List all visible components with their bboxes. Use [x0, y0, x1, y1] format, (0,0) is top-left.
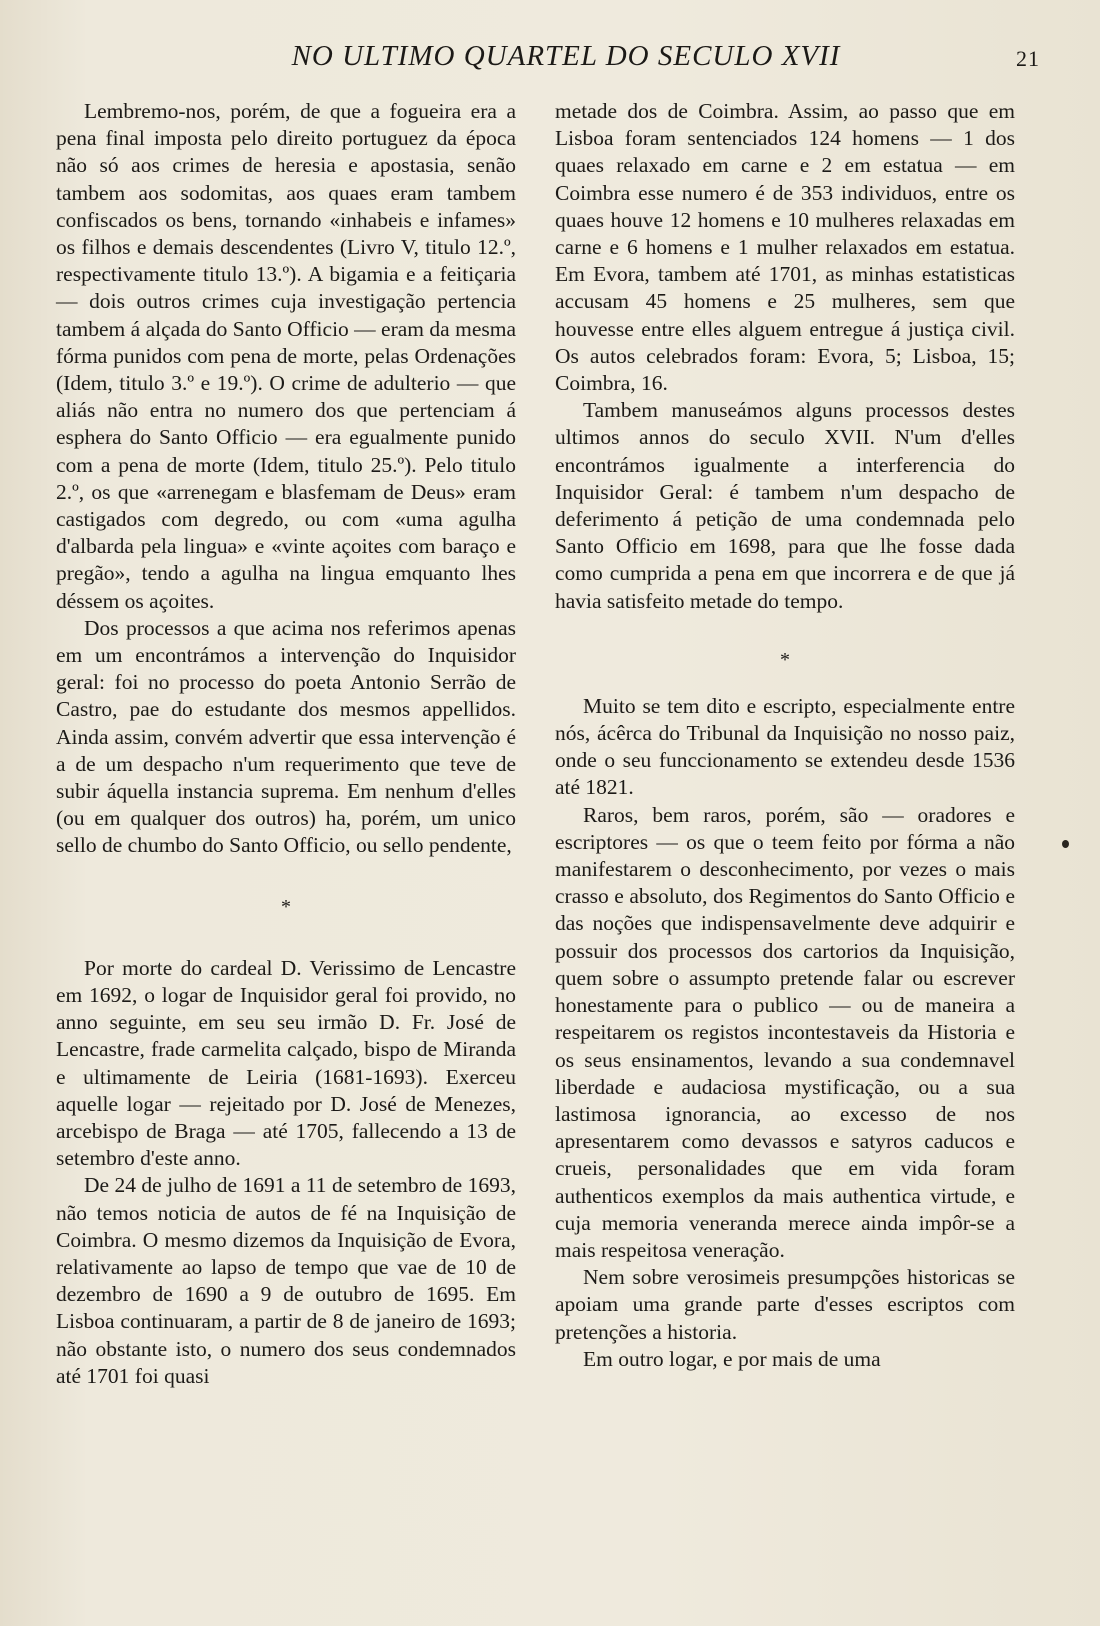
- paragraph: Raros, bem raros, porém, são — oradores e escriptores — os que o teem feito por fórma a não manifestarem o desconhecimento, por vezes o mais crasso e absoluto, dos Regimentos do Santo Officio e das noções que indispensavelmente deve adquirir e possuir dos processos dos cartorios da Inquisição, quem sobre o assumpto pretende falar ou escrever honestamente para o publico — ou de maneira a respeitarem os registos incontestaveis da Historia e os seus ensinamentos, levando a sua condemnavel liberdade e audaciosa mystificação, ou a sua lastimosa ignorancia, ao excesso de nos apresentarem como devassos e satyros caducos e crueis, personalidades que em vida foram authenticos exemplos da mais authentica virtude, e cuja memoria veneranda merece ainda impôr-se a mais respeitosa veneração.: [555, 802, 1015, 1262]
- paragraph: Nem sobre verosimeis presumpções historicas se apoiam uma grande parte d'esses escriptos com pretenções a historia.: [555, 1265, 1015, 1344]
- paragraph: Lembremo-nos, porém, de que a fogueira era a pena final imposta pelo direito portuguez da época não só aos crimes de heresia e apostasia, senão tambem aos sodomitas, aos quaes eram tambem confiscados os bens, tornando «inhabeis e infames» os filhos e demais descendentes (Livro V, titulo 12.º, respectivamente titulo 13.º). A bigamia e a feitiçaria — dois outros crimes cuja investigação pertencia tambem á alçada do Santo Officio — eram da mesma fórma punidos com pena de morte, pelas Ordenações (Idem, titulo 3.º e 19.º). O crime de adulterio — que aliás não entra no numero dos que pertenciam á esphera do Santo Officio — era egualmente punido com a pena de morte (Idem, titulo 25.º). Pelo titulo 2.º, os que «arrenegam e blasfemam de Deus» eram castigados com degredo, ou com «uma agulha d'albarda pela lingua» e «vinte açoites com baraço e pregão», tendo a agulha na lingua emquanto lhes déssem os açoites.: [56, 99, 516, 613]
- section-separator: *: [780, 648, 790, 671]
- paragraph: De 24 de julho de 1691 a 11 de setembro de 1693, não temos noticia de autos de fé na Inquisição de Coimbra. O mesmo dizemos da Inquisição de Evora, relativamente ao lapso de tempo que vae de 10 de dezembro de 1690 a 9 de outubro de 1695. Em Lisboa continuaram, a partir de 8 de janeiro de 1693; não obstante isto, o numero dos seus condemnados até 1701 foi quasi: [56, 1173, 516, 1388]
- right-column: [555, 98, 1015, 1373]
- margin-mark: [1062, 840, 1069, 848]
- left-column: [56, 98, 516, 1390]
- paragraph: metade dos de Coimbra. Assim, ao passo que em Lisboa foram sentenciados 124 homens — 1 dos quaes relaxado em carne e 2 em estatua — em Coimbra esse numero é de 353 individuos, entre os quaes houve 12 homens e 10 mulheres relaxadas em carne e 6 homens e 1 mulher relaxados em estatua. Em Evora, tambem até 1701, as minhas estatisticas accusam 45 homens e 25 mulheres, sem que houvesse entre elles alguem entregue á justiça civil. Os autos celebrados foram: Evora, 5; Lisboa, 15; Coimbra, 16.: [555, 99, 1015, 396]
- paragraph: Tambem manuseámos alguns processos destes ultimos annos do seculo XVII. N'um d'elles encontrámos igualmente a interferencia do Inquisidor Geral: é tambem n'um despacho de deferimento á petição de uma condemnada pelo Santo Officio em 1698, para que lhe fosse dada como cumprida a pena em que incorrera e de que já havia satisfeito metade do tempo.: [555, 398, 1015, 613]
- paragraph: Muito se tem dito e escripto, especialmente entre nós, ácêrca do Tribunal da Inquisição no nosso paiz, onde o seu funccionamento se extendeu desde 1536 até 1821.: [555, 693, 1015, 800]
- paragraph: Por morte do cardeal D. Verissimo de Lencastre em 1692, o logar de Inquisidor geral foi provido, no anno seguinte, em seu seu irmão D. Fr. José de Lencastre, frade carmelita calçado, bispo de Miranda e ultimamente de Leiria (1681-1693). Exerceu aquelle logar — rejeitado por D. José de Menezes, arcebispo de Braga — até 1705, fallecendo a 13 de setembro d'este anno.: [56, 955, 516, 1171]
- paragraph: Em outro logar, e por mais de uma: [583, 1346, 881, 1371]
- running-title: NO ULTIMO QUARTEL DO SECULO XVII: [291, 40, 841, 72]
- running-header: [56, 40, 1046, 80]
- paragraph: Dos processos a que acima nos referimos apenas em um encontrámos a intervenção do Inquisidor geral: foi no processo do poeta Antonio Serrão de Castro, pae do estudante dos mesmos appellidos. Ainda assim, convém advertir que essa intervenção é a de um despacho n'um requerimento que teve de subir áquella instancia suprema. Em nenhum d'elles (ou em qualquer dos outros) ha, porém, um unico sello de chumbo do Santo Officio, ou sello pendente,: [56, 615, 516, 858]
- section-separator: *: [281, 895, 291, 918]
- page-number: 21: [1016, 46, 1040, 71]
